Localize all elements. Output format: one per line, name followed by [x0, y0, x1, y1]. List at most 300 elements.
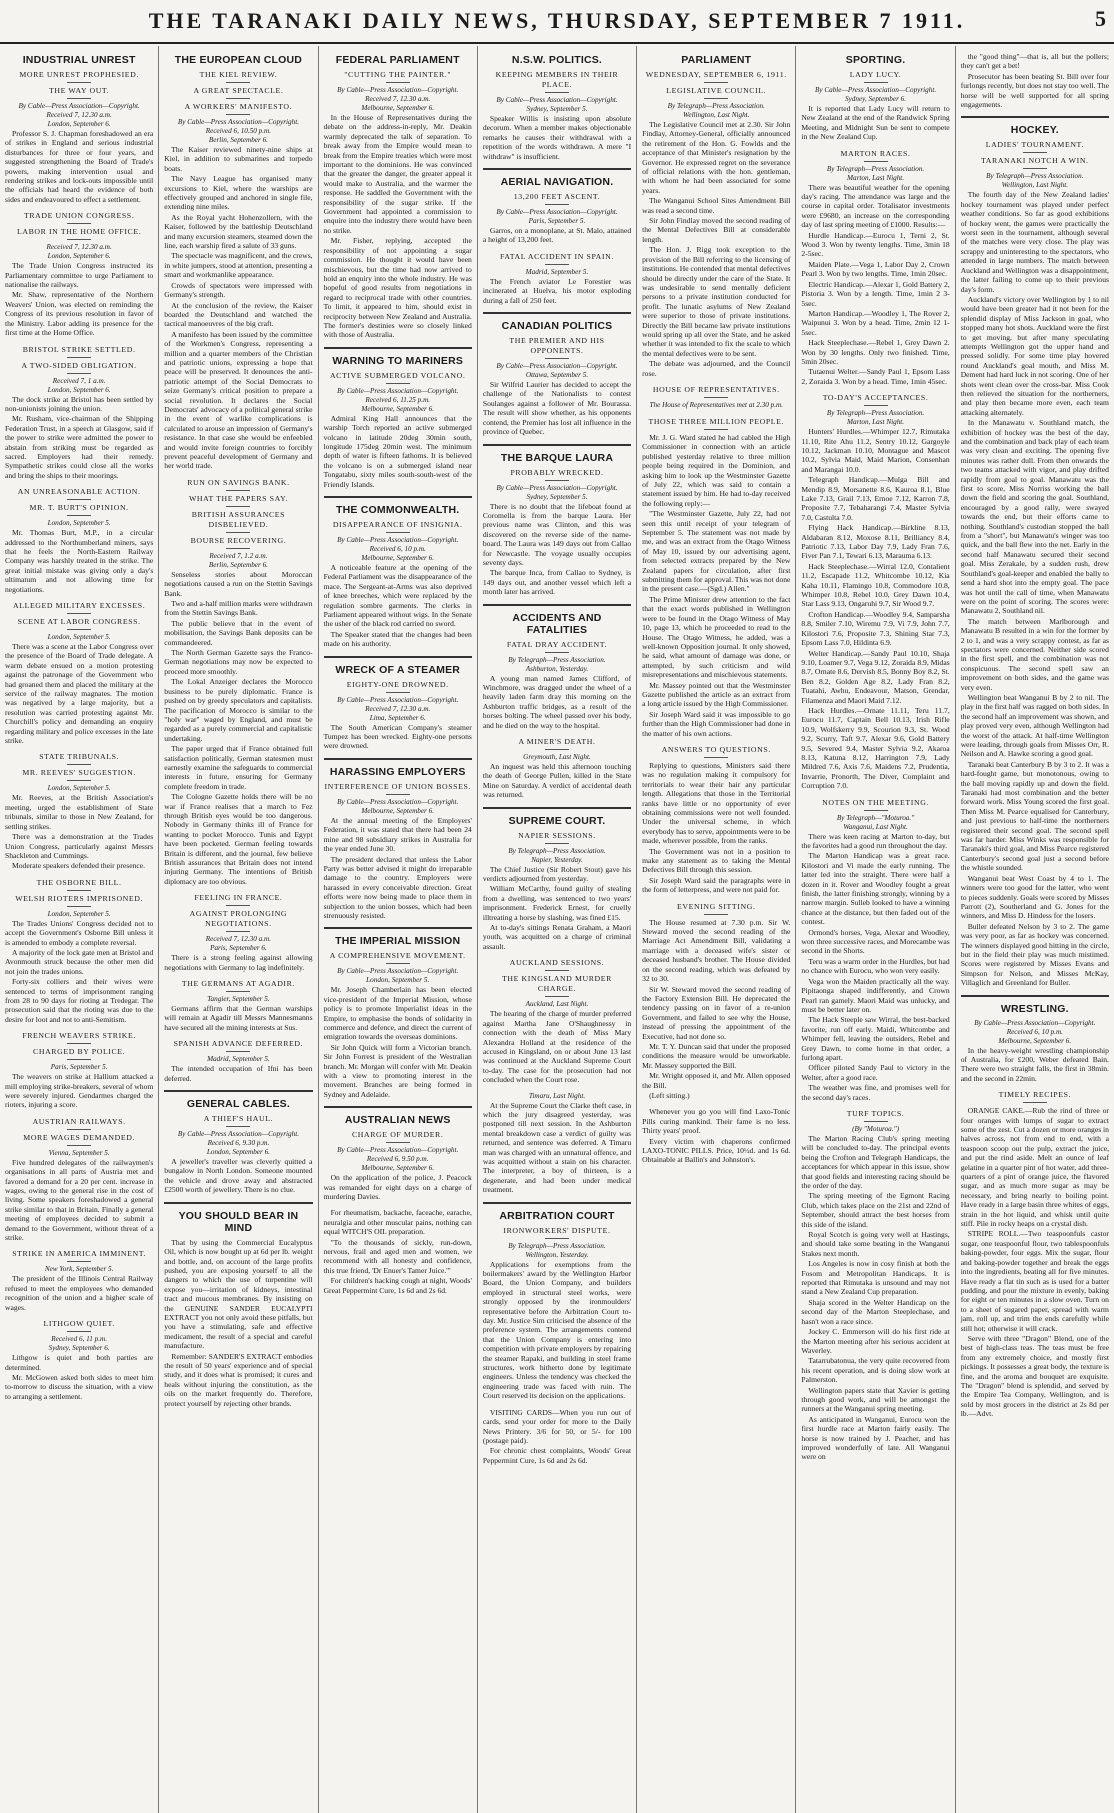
- article-paragraph: Germans affirm that the German warships will remain at Agadir till Messrs Mannesmanns have secured all the mining interests at Sus.: [164, 1004, 313, 1032]
- article-paragraph: Mr. McGowen asked both sides to meet him to-morrow to discuss the situation, with a view to arranging a settlement.: [5, 1372, 154, 1401]
- article-dateline: London, September 6.: [47, 385, 111, 394]
- article-subheading: THE OSBORNE BILL.: [5, 878, 153, 891]
- article-paragraph: The weavers on strike at Hallium attacked a mill employing strike-breakers, several of whom were severely injured. Gendarmes charged the rioters, injuring a score.: [5, 1072, 154, 1110]
- article-paragraph: That by using the Commercial Eucalyptus Oil, which is now bought up at 6d per lb. weight and bottle, and, on account of the large profits pushed, you are exposing yourself to all the dangers to which the use of turpentine will expose you—irritation of kidneys, intestinal tract and mucous membranes. By insisting on the GENUINE SANDER EUCALYPTI EXTRACT you not only avoid these pitfalls, but you have a stimulating, safe and effective medicament, the result of a special and careful manufacture.: [164, 1237, 313, 1351]
- article-paragraph: There was a demonstration at the Trades Union Congress, particularly against Messrs Shackleton and Cummings.: [5, 832, 154, 860]
- article-dateline: By Cable—Press Association—Copyright.: [337, 86, 459, 94]
- article-paragraph: The Navy League has organised many excursions to Kiel, where the warships are effectively grouped and anchored in single file, extending nine miles.: [164, 174, 313, 212]
- article-paragraph: The North German Gazette says the Franco-German negotiations may now be expected to proceed more smoothly.: [164, 648, 313, 676]
- article-dateline: By Cable—Press Association—Copyright.: [496, 208, 618, 217]
- article-subheading: LEGISLATIVE COUNCIL.: [642, 86, 790, 99]
- article-paragraph: Telegraph Handicap.—Mulga Bill and Mendip 8.9, Morsanette 8.6, Kauroa 8.1, Blue Lake 7.13, Grail 7.13, Ernoe 7.12, Karron 7.8, Proposite 7.7, Tebaharangi 7.4, Master Sylvia 7.0, Castulta 7.0.: [801, 475, 950, 522]
- article-dateline: By Telegraph—Press Association.: [986, 172, 1084, 181]
- article-headline: SUPREME COURT.: [508, 814, 606, 827]
- article-subheading: LADIES' TOURNAMENT.: [961, 140, 1109, 153]
- article-paragraph: Serve with three "Dragon" Blend, one of the best of high-class teas. The teas must be free from any extremely choice, and mostly first pickings. It possesses a great body, the texture is fine, and the aroma and bouquet are exquisite. The "Dragon" blend is splendid, and served by the Empire Tea Company, Wellington, and is sold by most grocers in the district at 2s 8d per lb.—Advt.: [960, 1333, 1109, 1419]
- article-dateline: Greymouth, Last Night.: [523, 753, 591, 761]
- article-headline: FEDERAL PARLIAMENT: [335, 54, 460, 66]
- article-dateline: London, September 5.: [47, 633, 111, 641]
- article: [642, 385, 790, 410]
- article-dateline: Tangier, September 5.: [207, 995, 270, 1004]
- article: [324, 927, 472, 1099]
- article-paragraph: As the Royal yacht Hohenzollern, with the Kaiser, followed by the battleship Deutschland and many excursion steamers, steamed down the line, each warship fired a salute of 33 guns.: [164, 212, 313, 251]
- article-paragraph: The barque Inca, from Callao to Sydney, is 149 days out, and another vessel which left a month later has arrived.: [482, 568, 632, 597]
- page-number: 5: [1095, 6, 1106, 31]
- article-paragraph: At to-day's sittings Renata Graham, a Maori youth, was acquitted on a charge of criminal assault.: [482, 923, 632, 951]
- article-dateline: By Cable—Press Association—Copyright.: [814, 86, 937, 94]
- article-paragraph: The Hon. J. Rigg took exception to the provision of the Bill referring to the licensing of institutions. He contended that mental defectives should be directly under the care of the State. It was undesirable to send mentally deficient persons to a private institution conducted for profit. The lunatic asylums of New Zealand were superior to those of private institutions. Directly the Bill became law private institutions would spring up all over the State, and he asked whether it was intended to fix the scale to which the mental defectives were to be sent.: [642, 245, 791, 358]
- article-paragraph: Electric Handicap.—Alexar 1, Gold Battery 2, Pistoria 3. Won by a length. Time, 1min 2 3-5sec.: [801, 279, 950, 308]
- article-dateline: Received 6, 11.25 p.m.: [365, 395, 431, 404]
- article-paragraph: Whenever you go you will find Laxo-Tonic Pills curing mankind. Their fame is no less. Thirty years' proof.: [642, 1107, 791, 1136]
- article-dateline: By Cable—Press Association—Copyright.: [974, 1018, 1096, 1027]
- article: [961, 1090, 1109, 1418]
- article-subheading: SPANISH ADVANCE DEFERRED.: [164, 1039, 312, 1052]
- article-paragraph: VISITING CARDS—When you run out of cards, send your order for more to the Daily News Printery. 3/6 for 50, or 5/- for 100 (postage paid).: [482, 1407, 632, 1445]
- article-paragraph: The debate was adjourned, and the Council rose.: [642, 359, 791, 378]
- article-headline: CANADIAN POLITICS: [501, 320, 613, 333]
- article-headline: WARNING TO MARINERS: [332, 354, 464, 367]
- article-paragraph: Mr. Thomas Burt, M.P., in a circular addressed to the Northumberland miners, says that he feels the North-Eastern Railway Company was harshly treated in the strike. The great initial mistake was giving only a day's ultimatum and not allowing time for negotiations.: [5, 528, 154, 594]
- article: [483, 54, 631, 161]
- article-paragraph: Crowds of spectators were impressed with Germany's strength.: [164, 280, 313, 300]
- article-paragraph: Vega won the Maiden practically all the way. Pipitaonga shaped indifferently, and Crown Pearl ran gamely. Maori Maid was unlucky, and must be better later on.: [801, 976, 950, 1014]
- article: [164, 54, 312, 471]
- article-subheading: FATAL DRAY ACCIDENT.: [483, 640, 631, 653]
- article-dateline: Received 7, 1 a.m.: [52, 376, 106, 385]
- article-dateline: By Cable—Press Association—Copyright.: [337, 386, 459, 395]
- article: [164, 979, 312, 1032]
- article-subheading: A MINER'S DEATH.: [483, 737, 631, 750]
- article-paragraph: The president of the Illinois Central Railway refused to meet the employees who demanded recognition of the union and a higher scale of wages.: [5, 1274, 154, 1312]
- article-paragraph: In the Manawatu v. Southland match, the exhibition of hockey was the best of the day, and the combination and back play of each team was very clean and exciting. The opening five minutes was rather dull. From then onwards the two teams attacked with vigor, and play drifted rapidly from goal to goal. Manawatu was the first to score, Miss Norriss working the ball down the field and scoring the goal. Southland, encouraged by a good rally, were swayed towards the end, but their efforts came to nothing. Southland's custodian stopped the ball from a "short", but Manawatu's winger was too quick, and the ball flew into the net. Early in the second half Manawatu secured their second goal. Miss Zerakale, by a sudden rush, drew Southland's goal-keeper and enabled the bally to send a hard shot into the empty goal. The pace was hot until the call of time, when Manawatu were on the point of scoring. The scores were: Manawatu 2, Southland nil.: [960, 418, 1109, 616]
- article-paragraph: (Left sitting.): [649, 1090, 690, 1100]
- article-dateline: By Telegraph—Press Association.: [508, 655, 606, 664]
- article: [642, 902, 790, 1101]
- article-paragraph: "The Westminster Gazette, July 22, had not seen this until receipt of your telegram of September 5. The statement was not made by me, and was an extract from the Otago Witness of May 10, issued by our advertising agent, from selected extracts prepared by the New Zealand papers for circulation, after first submitting them for approval. This was not done in the present case.—(Sgd.) Allen.": [642, 509, 791, 594]
- article-dateline: Napier, Yesterday.: [531, 855, 583, 864]
- article: [324, 1208, 472, 1295]
- article: [483, 252, 631, 305]
- article-dateline: By Telegraph—Press Association.: [826, 409, 925, 418]
- article-paragraph: The spectacle was magnificent, and the crews, in white jumpers, stood at attention, presenting a smart and workmanlike appearance.: [164, 251, 313, 280]
- article: [483, 807, 631, 952]
- article-paragraph: For rheumatism, backache, faceache, earache, neuralgia and other muscular pains, nothing can equal WITCH'S OIL preparation.: [323, 1208, 472, 1237]
- article-subheading: THE WAY OUT.: [5, 86, 153, 99]
- article-subheading: FRENCH WEAVERS STRIKE.: [5, 1031, 153, 1044]
- article-dateline: Marton, Last Night.: [846, 418, 905, 427]
- article-headline: INDUSTRIAL UNREST: [22, 54, 136, 66]
- article-dateline: Received 7, 12.30 a.m.: [365, 95, 431, 103]
- article-dateline: Paris, September 6.: [210, 944, 267, 953]
- article-dateline: Paris, September 5.: [528, 217, 586, 226]
- article-paragraph: The Cologne Gazette holds there will be no war if France realises that a march to Fez through British eyes would be too dangerous. Nobody in Germany thinks ill of France for wanting to pocket Morocco. Tunis and Egypt have been pocketed. German feeling towards Britain is different, and the journal, few believe British assurances that Britain does not intend injuring Germany. The intentions of British diplomacy are too obvious.: [164, 792, 313, 886]
- article-headline: THE COMMONWEALTH.: [336, 504, 460, 516]
- article-paragraph: At the conclusion of the review, the Kaiser boarded the Deutschland and watched the tactical manoeuvres of the big craft.: [164, 300, 313, 329]
- article-subheading: ANSWERS TO QUESTIONS.: [642, 745, 790, 758]
- article-paragraph: An inquest was held this afternoon touching the death of George Pullen, killed in the State Mine on Saturday. A verdict of accidental death was returned.: [482, 762, 632, 800]
- article-dateline: Lima, September 6.: [369, 713, 426, 722]
- article-subheading: CHARGE OF MURDER.: [324, 1130, 472, 1143]
- article-dateline: New York, September 5.: [44, 1265, 114, 1274]
- article: [164, 1039, 312, 1083]
- article-subheading: BRITISH ASSURANCES DISBELIEVED.: [164, 510, 312, 533]
- article: [961, 116, 1109, 987]
- article-paragraph: Admiral King Hall announces that the warship Torch reported an active submerged volcano in latitude 20deg 30min south, longitude 175deg 20min west. The minimum depth of water is fifteen fathoms. It is believed the volcano is on a submerged island near Tongatabu, sixty miles south-south-west of the Friendly Islands.: [323, 413, 472, 489]
- article-paragraph: Wellington papers state that Xavier is getting through good work, and will be amongst the runners at the Wanganui spring meeting.: [801, 1385, 950, 1414]
- article-subheading: TURF TOPICS.: [801, 1109, 949, 1122]
- article-subheading: FATAL ACCIDENT IN SPAIN.: [483, 252, 631, 265]
- article-headline: HARASSING EMPLOYERS: [329, 765, 466, 778]
- article: [5, 1319, 153, 1401]
- article-dateline: By Cable—Press Association—Copyright.: [18, 102, 140, 110]
- article-dateline: Madrid, September 5.: [207, 1055, 270, 1064]
- article-dateline: Received 7, 12.30 a.m.: [46, 243, 112, 252]
- article-paragraph: The intended occupation of Ifni has been deferred.: [164, 1064, 313, 1083]
- article-paragraph: The Speaker stated that the changes had been made on his authority.: [323, 629, 472, 649]
- article-dateline: By Cable—Press Association—Copyright.: [337, 1146, 459, 1155]
- article-paragraph: The Marton Racing Club's spring meeting will be concluded to-day. The principal events being the Crofton and Telegraph Handicaps, the acceptances for which appear in this issue, show that good fields and interesting racing should be the order of the day.: [801, 1133, 950, 1190]
- article-headline: SPORTING.: [845, 54, 906, 66]
- article: [801, 54, 949, 142]
- article: [5, 1031, 153, 1110]
- article-dateline: Melbourne, September 6.: [361, 104, 435, 112]
- article-paragraph: In the House of Representatives during the debate on the address-in-reply, Mr. Deakin warmly deprecated the talk of separation. To break away from the Empire would mean to break from the Empire treaties which were most important to the dominions. He was convinced that the greater the danger, the greater appeal it would make to Australia, and the warmer the response. He saddled the Government with the responsibility of the sugar strike. If the Government had appointed a commission to enquire into the industry there would have been no strike.: [323, 113, 472, 235]
- article: [5, 487, 153, 594]
- article-dateline: Berlin, September 6.: [208, 136, 268, 144]
- article-paragraph: Hack Hurdles.—Ornate 11.11, Teru 11.7, Eurocu 11.7, Captain Bell 10.13, Irish Rifle 10.9, Wolfskerry 9.9, Scourion 9.3, St. Wood 9.2, Scurry, Taft 9.7, Alexar 9.6, Gold Battery 9.5, Severed 9.4, Master Sylvia 9.2, Akaroa 8.13, Katuna 8.12, Harrington 7.9, Lady Mildred 7.6, Axis 7.6, Maidens 7.2, Prudentia, Invarrie, Pronorth, The Diver, Complaint and Corruption 7.0.: [801, 705, 950, 791]
- article-headline: GENERAL CABLES.: [186, 1098, 290, 1111]
- article-dateline: Auckland, Last Night.: [525, 1000, 589, 1009]
- article-dateline: (By "Moturoa."): [852, 1124, 899, 1133]
- article-paragraph: Speaker Willis is insisting upon absolute decorum. When a member makes objectionable remarks he causes their withdrawal with a repetition of the words withdrawn. A mere "I withdraw" is insufficient.: [482, 114, 632, 161]
- article-paragraph: Los Angeles is now in cosy finish at both the Fosom and Metropolitan Handicaps. It is reported that Rimutaka is unsound and may not stand a New Zealand Cup preparation.: [801, 1259, 950, 1297]
- article-dateline: By Cable—Press Association—Copyright.: [337, 536, 459, 544]
- article-dateline: Received 6, 10 p.m.: [369, 545, 426, 553]
- article-paragraph: A majority of the lock gate men at Bristol and Avonmouth struck because the other men did not join the trades unions.: [5, 947, 154, 976]
- article-subheading: WEDNESDAY, SEPTEMBER 6, 1911.: [642, 70, 790, 83]
- article: [164, 1090, 312, 1195]
- article-paragraph: The weather was fine, and promises well for the second day's races.: [801, 1083, 950, 1102]
- article-paragraph: Maiden Plate.—Vega 1, Labor Day 2, Crown Pearl 3. Won by two lengths. Time, 1min 20sec.: [801, 259, 950, 279]
- article-paragraph: The South American Company's steamer Tumpez has been wrecked. Eighty-one persons were drowned.: [323, 722, 472, 751]
- article-paragraph: The paper urged that if France obtained full satisfaction politically, German statesmen must earnestly examine the safeguards to commercial interests in future, ensuring for Germany complete freedom in trade.: [164, 744, 313, 791]
- article-dateline: The House of Representatives met at 2.30 p.m.: [649, 400, 783, 409]
- article-dateline: Received 6, 9.30 p.m.: [207, 1139, 270, 1148]
- article-paragraph: Auckland's victory over Wellington by 1 to nil would have been greater had it not been for the splendid display of Miss Jackson in goal, who stopped many hot shots. Auckland were the first to get moving, but after many speculating attempts Wellington got the upper hand and pressed solidly. For some time play hovered round Auckland's goal mouth, and Miss M. Dement had hard luck in not scoring. One of her shots went clean over the cross-bar. Miss Cook then relieved the situation for the northerners, and play then became more even, each team attacking alternately.: [960, 294, 1109, 417]
- article-paragraph: A noticeable feature at the opening of the Federal Parliament was the disappearance of the mace. The Sergeant-at-Arms was also deprived of knee breeches, which were replaced by the regulation sombre garments. The clerks in Parliament appeared without wigs. In the Senate the usher of the black rod carried no sword.: [323, 563, 472, 629]
- article-subheading: LADY LUCY.: [801, 70, 949, 83]
- article-dateline: Timaru, Last Night.: [528, 1091, 586, 1100]
- article: [961, 995, 1109, 1084]
- article: [483, 1092, 631, 1195]
- article-headline: N.S.W. POLITICS.: [511, 54, 603, 66]
- article-paragraph: The president declared that unless the Labor Party was better advised it might do irreparable damage to the country. Employers were harassed in every conceivable direction. Great efforts were now being made to place them in subjection to the union bosses, which had been strenuously resisted.: [323, 854, 472, 920]
- article: [483, 168, 631, 245]
- article-paragraph: At the annual meeting of the Employers' Federation, it was stated that there had been 24 mine and 98 subsidiary strikes in Australia for the year ended June 30.: [323, 815, 472, 854]
- article-paragraph: The Wanganui School Sites Amendment Bill was read a second time.: [642, 196, 791, 215]
- article-dateline: Melbourne, September 6.: [361, 806, 435, 815]
- article-dateline: By Cable—Press Association—Copyright.: [337, 797, 459, 806]
- article-paragraph: the "good thing"—that is, all but the pollers; they can't get a bet!: [960, 52, 1109, 71]
- newspaper-column: [159, 46, 318, 1813]
- article-headline: AUSTRALIAN NEWS: [344, 1114, 451, 1127]
- article-dateline: By Telegraph—Press Association.: [508, 846, 606, 855]
- article-paragraph: Teru was a warm order in the Hurdles, but had no chance with Eurocu, who won very easily.: [801, 956, 950, 976]
- article-subheading: SCENE AT LABOR CONGRESS.: [5, 617, 153, 630]
- article-paragraph: The spring meeting of the Egmont Racing Club, which takes place on the 21st and 22nd of September, should attract the best horses from this side of the island.: [801, 1191, 950, 1229]
- article-dateline: London, September 5.: [47, 784, 111, 793]
- article-subheading: FEELING IN FRANCE.: [164, 893, 312, 906]
- article-paragraph: The Legislative Council met at 2.30. Sir John Findlay, Attorney-General, officially announced the retirement of the Hon. G. Fowlds and the acceptance of that Minister's resignation by the Governor. He expressed regret on the severance of official relations with the hon. gentleman, with whom he had been associated for some years.: [642, 120, 791, 195]
- article-paragraph: Five hundred delegates of the railwaymen's organisations in all parts of Austria met and favored a demand for a 20 per cent. increase in wages, owing to the general rise in the cost of living. Some speakers foreshadowed a general strike similar to that in Britain. Finally a general meeting of employees decided to submit a demand to the Government, without threat of a strike.: [5, 1157, 154, 1243]
- article-dateline: By Telegraph—"Moturoa.": [836, 813, 915, 822]
- article: [801, 149, 949, 387]
- newspaper-column: [319, 46, 478, 1813]
- article: [642, 54, 790, 378]
- article-subheading: RUN ON SAVINGS BANK.: [164, 478, 312, 491]
- article-paragraph: Mr. Joseph Chamberlain has been elected vice-president of the Imperial Mission, whose policy is to promote Imperialist ideas in the Empire, to emphasise the bonds of solidarity in commerce and defence, and direct the current of emigration towards the overseas dominions.: [323, 985, 472, 1042]
- article-dateline: Vienna, September 5.: [48, 1148, 110, 1157]
- article-paragraph: "To the thousands of sickly, run-down, nervous, frail and aged men and women, we recommend with all honesty and confidence, this true friend, 'Dr Enuer's Tamer Juice.'": [323, 1237, 472, 1275]
- newspaper-column: [956, 46, 1114, 1813]
- article-dateline: Marton, Last Night.: [846, 173, 905, 182]
- article: [961, 52, 1109, 109]
- article-paragraph: The Kaiser reviewed ninety-nine ships at Kiel, in addition to submarines and torpedo boats.: [164, 145, 313, 173]
- article-paragraph: The Government was not in a position to make any statement as to taking the Mental Defectives Bill through this session.: [642, 846, 791, 875]
- article-subheading: TO-DAY'S ACCEPTANCES.: [801, 393, 949, 406]
- article-paragraph: Mr. Massey pointed out that the Westminster Gazette published the article as an extract from a long article issued by the High Commissioner.: [642, 680, 791, 709]
- article-subheading: A WORKERS' MANIFESTO.: [164, 102, 312, 115]
- article-headline: ARBITRATION COURT: [499, 1209, 615, 1222]
- article-dateline: By Cable—Press Association—Copyright.: [177, 118, 300, 126]
- article-subheading: STRIKE IN AMERICA IMMINENT.: [5, 1249, 153, 1262]
- article-dateline: Berlin, September 6.: [208, 560, 268, 569]
- article-dateline: Melbourne, September 6.: [998, 1036, 1072, 1045]
- article: [483, 1408, 631, 1465]
- article-paragraph: STRIPE ROLL.—Two teaspoonfuls castor sugar, one teaspoonful flour, two tablespoonfuls baking-powder, four eggs. Mix the sugar, flour and baking-powder together and break the eggs into the ingredients, beating all for five minutes. Have ready a flat tin such as is used for a batter pudding, and pour the mixture in evenly, baking for eight or ten minutes in a slow oven. Turn on to a sheet of sugared paper, spread with warm jam, roll up, and trim the ends carefully while still hot; otherwise it will crack.: [960, 1229, 1109, 1333]
- article-dateline: By Cable—Press Association—Copyright.: [337, 967, 459, 976]
- article-paragraph: Mr. J. G. Ward stated he had cabled the High Commissioner in connection with an article published yesterday relative to three million people being required in the Dominion, and asking him to look up the Westminster Gazette of July 22, which was said to contain a statement issued by him. He had to-day received the following reply:—: [642, 432, 791, 508]
- article-paragraph: Flying Hack Handicap.—Birkline 8.13, Aldabaran 8.12, Moxose 8.11, Brilliancy 8.4, Patriotic 7.13, Labor Day 7.9, Lady Fran 7.6, Fiver Pan 7.1, Tewari 6.13, Marauma 6.13.: [801, 523, 950, 561]
- article-dateline: Received 6, 10.50 p.m.: [205, 127, 272, 135]
- article-paragraph: Mr. Reeves, at the British Association's meeting, urged the establishment of State tribunals, similar to those in New Zealand, for settling strikes.: [5, 793, 154, 831]
- article-dateline: By Cable—Press Association—Copyright.: [496, 483, 618, 492]
- article-dateline: Wanganui, Last Night.: [843, 822, 908, 831]
- article-paragraph: Mr. Rusham, vice-chairman of the Shipping Federation Trust, in a speech at Glasgow, said if the power to strike were admitted the power to abstain from striking must be regarded as sacred. Employers had their remedy. Sympathetic strikes could close all the works and bring the ships to their moorings.: [5, 414, 154, 480]
- article-paragraph: Crofton Handicap.—Woodley 9.4, Samparsha 8.8, Smiler 7.10, Wiremu 7.9, Vi 7.9, John 7.7, Kilostori 7.6, Proposite 7.3, Shining Star 7.3, Epsom Lass 7.0, Hildinta 6.9.: [801, 609, 950, 648]
- newspaper-title: THE TARANAKI DAILY NEWS, THURSDAY, SEPTEMBER 7 1911.: [148, 8, 966, 33]
- article-subheading: DISAPPEARANCE OF INSIGNIA.: [324, 520, 472, 533]
- article-subheading: A GREAT SPECTACLE.: [164, 86, 312, 99]
- article-headline: WRESTLING.: [1000, 1002, 1069, 1015]
- article: [5, 878, 153, 1024]
- article-paragraph: The hearing of the charge of murder preferred against Martha Jane O'Shaughnessy in connection with the death of Miss Mary Alexandra Holland at the residence of the accused in Kingsland, on or about June 13 last was continued at the Auckland Supreme Court to-day. The case for the prosecution had not concluded when the Court rose.: [482, 1009, 632, 1085]
- article-paragraph: On the application of the police, J. Peacock was remanded for eight days on a charge of murdering Davies.: [323, 1173, 472, 1202]
- article-subheading: AN UNREASONABLE ACTION.: [5, 487, 153, 500]
- article-paragraph: Taranaki beat Canterbury B by 3 to 2. It was a hard-fought game, but monotonous, owing to the ball moving rapidly up and down the field. Taranaki had most combination and the better forward work. Miss Young scored the first goal. Then Miss M. Pearce equalised for Canterbury, and just previous to half-time the northerners registered their second goal. The second spell was far harder. Miss Winks was responsible for Taranaki's third goal, and Miss Pearce registered Canterbury's second goal just a second before the whistle sounded.: [960, 759, 1109, 873]
- article-subheading: CHARGED BY POLICE.: [5, 1047, 153, 1060]
- article-dateline: Wellington, Last Night.: [683, 111, 750, 119]
- newspaper-column: [637, 46, 796, 1813]
- article: [483, 312, 631, 436]
- article-subheading: THE KIEL REVIEW.: [164, 70, 312, 83]
- article-paragraph: A manifesto has been issued by the committee of the Workmen's Congress, representing a million and a quarter members of the Christian and patriotic unions, expressing a hope that peace will be preserved. It denounces the anti-patriotic attempt of the Social Democrats to seize Germany's critical position to prepare a social revolution. It declares the Social Democrats' advocacy of a political general strike in the event of warlike complications is calculated to arouse an impression of Germany's resistance. In that case she would be enfeebled and would invite foreign countries to forcibly prevent peaceful development of Germany and her world trade.: [164, 329, 313, 471]
- article-paragraph: The public believe that in the event of mobilisation, the Savings Bank deposits can be commandeered.: [164, 618, 313, 647]
- article-subheading: A THIEF'S HAUL.: [164, 1114, 312, 1127]
- article-headline: AERIAL NAVIGATION.: [500, 176, 614, 189]
- article: [5, 54, 153, 204]
- article-subheading: A COMPREHENSIVE MOVEMENT.: [324, 951, 472, 964]
- article-dateline: Madrid, September 5.: [525, 267, 589, 276]
- article-paragraph: Sir John Quick will form a Victorian branch. Sir John Forrest is president of the Westralian branch. Mr. Morgan will confer with Mr. Deakin with a view to promoting interest in the movement. Branches are being formed in Sydney and Adelaide.: [323, 1042, 472, 1099]
- article-paragraph: Remember: SANDER'S EXTRACT embodies the result of 50 years' experience and of special study, and it does what is promised; it cures and heals without injuring the constitution, as the oils on the market frequently do. Therefore, protect yourself by rejecting other brands.: [164, 1351, 313, 1408]
- article-paragraph: Replying to questions, Ministers said there was no regulation making it compulsory for territorials to wear their hair any particular length. Allegations that those in the Territorial ranks have little or no opportunity of ever obtaining commissions were not well founded. Under the universal scheme, in which everybody has to serve, appointments were to be made, wherever possible, from the ranks.: [642, 760, 791, 846]
- article-paragraph: Mr. Fisher, replying, accepted the responsibility of not appointing a sugar commission. He thought it would have been mischievous, but the time had now arrived to hold an enquiry into the whole industry. He was hopeful of good results from negotiations in regard to reciprocal trade with other countries. To limit, it appeared to him, should exist in reciprocity between New Zealand and Australia. The former's destinies were so closely linked with those of Australia.: [323, 236, 472, 340]
- article: [801, 798, 949, 1102]
- newspaper-column: [478, 46, 637, 1813]
- article: [324, 347, 472, 489]
- article-paragraph: As anticipated in Wanganui, Eurocu won the first hurdle race at Marton fairly easily. The horse is now trained by J. Peacher, and has improved wonderfully of late. All Wanganui were on: [801, 1414, 950, 1462]
- article-paragraph: Professor S. J. Chapman foreshadowed an era of strikes in England and serious industrial disturbances for three or four years, and suggested strengthening the Board of Trade's powers, making intervention usual and rendering strikes and lock-outs impossible until the officials had heard the evidence of both sides and endeavoured to effect a settlement.: [5, 129, 154, 204]
- article-paragraph: Two and a-half million marks were withdrawn from the Stettin Savings Bank.: [164, 599, 313, 618]
- article: [801, 1109, 949, 1462]
- article-subheading: EVENING SITTING.: [642, 902, 790, 915]
- newspaper-column: [796, 46, 955, 1813]
- article-dateline: Sydney, September 5.: [526, 105, 588, 113]
- article-paragraph: Wellington beat Wanganui B by 2 to nil. The play in the first half was ragged on both sides. In the second half an improvement was shown, and play proved very even, although Wellington had the worst of the attack. At half-time Wellington were leading, through goals from Misses Orr, R. Neilson and A. Hawke scoring a good goal.: [960, 692, 1109, 759]
- article-subheading: MR. REEVES' SUGGESTION.: [5, 768, 153, 781]
- article-dateline: Received 6, 9.50 p.m.: [366, 1155, 429, 1164]
- article-paragraph: Tutaenui Welter.—Sandy Paul 1, Epsom Lass 2, Zoraida 3. Won by a head. Time, 1min 45sec.: [801, 367, 950, 386]
- article-paragraph: It is reported that Lady Lucy will return to New Zealand at the end of the Randwick Spring Meeting, and Midnight Sun be sent to compete in the New Zealand Cup.: [801, 104, 950, 142]
- article-dateline: By Cable—Press Association—Copyright.: [496, 96, 618, 104]
- article: [642, 417, 790, 738]
- article-paragraph: Sir W. Steward moved the second reading of the Factory Extension Bill. He deprecated the tendency passing on in favor of a re-union Government, and failed to see why the House, instead of pressing the appointment of the Executive, had not done so.: [642, 984, 791, 1041]
- article-subheading: NAPIER SESSIONS.: [483, 831, 631, 844]
- article-dateline: Received 7, 12.30 a.m.: [46, 111, 112, 119]
- article-dateline: Sydney, September 6.: [845, 95, 907, 103]
- article-subheading: AGAINST PROLONGING NEGOTIATIONS.: [164, 909, 312, 932]
- article-subheading: PROBABLY WRECKED.: [483, 468, 631, 481]
- article-paragraph: Hack Steeplechase.—Rebel 1, Grey Dawn 2. Won by 30 lengths. Only two finished. Time, 5min 20sec.: [801, 338, 950, 366]
- article-paragraph: Hurdle Handicap.—Eurocu 1, Terni 2, St. Wood 3. Won by twenty lengths. Time, 3min 18 2-5sec.: [801, 230, 950, 259]
- article: [324, 758, 472, 920]
- article-paragraph: The Hack Steeple saw Wirral, the best-backed favorite, run off early. Maidi, Whitcombe and Whimper fell, leaving the outsiders, Rebel and Grey Dawn, to come home in that order, a furlong apart.: [801, 1015, 950, 1062]
- article-dateline: London, September 6.: [47, 252, 111, 261]
- article-paragraph: Forty-six colliers and their wives were sentenced to terms of imprisonment ranging from 28 to 90 days for rioting at Tredegar. The prosecution said that the rioting was due to the desire for loot and not to anti-Semitism.: [5, 977, 154, 1024]
- article-subheading: MR. T. BURT'S OPINION.: [5, 503, 153, 516]
- article: [324, 496, 472, 649]
- article-paragraph: Senseless stories about Moroccan negotiations caused a run on the Stettin Savings Bank.: [164, 569, 313, 598]
- article-paragraph: The Lokal Anzeiger declares the Morocco business to be purely diplomatic. France is pushed on by greedy speculators and capitalists. The pacification of Morocco is similar to the "holy war" waged by England, and must be regarded as a purely commercial and capitalistic undertaking.: [164, 677, 313, 743]
- article-subheading: HOUSE OF REPRESENTATIVES.: [642, 385, 790, 398]
- article-paragraph: Wanganui beat West Coast by 4 to 1. The winners were too good for the latter, who went to pieces suddenly. Goals were scored by Misses Parrott (2), Southerland and G. Jones for the winners, and Miss D. Hindess for the losers.: [960, 873, 1109, 921]
- article-dateline: London, September 6.: [47, 120, 111, 128]
- article-subheading: WELSH RIOTERS IMPRISONED.: [5, 894, 153, 907]
- article-dateline: London, September 5.: [47, 909, 111, 918]
- article-paragraph: Mr. Wright opposed it, and Mr. Allen opposed the Bill.: [642, 1071, 791, 1090]
- article-dateline: Melbourne, September 6.: [361, 1164, 435, 1173]
- article-subheading: AUSTRIAN RAILWAYS.: [5, 1117, 153, 1130]
- article-dateline: Received 6, 10 p.m.: [1006, 1027, 1063, 1036]
- article-paragraph: A young man named James Clifford, of Winchmore, was dragged under the wheel of a heavily laden farm dray this morning on the Ashburton traffic bridges, as a result of the horses bolting. The wheel passed over his body, and he died on the way to the hospital.: [482, 673, 632, 730]
- article: [324, 1106, 472, 1201]
- article: [5, 1249, 153, 1312]
- article-subheading: THOSE THREE MILLION PEOPLE.: [642, 417, 790, 430]
- article-paragraph: Sir John Findlay moved the second reading of the Mental Defectives Bill at considerable length.: [642, 216, 791, 244]
- article-dateline: Received 7, 12.30 a.m.: [365, 704, 431, 713]
- article-paragraph: Marton Handicap.—Woodley 1, The Rover 2, Waipunui 3. Won by a head. Time, 2min 12 1-5sec.: [801, 308, 950, 337]
- article-paragraph: Officer piloted Sandy Paul to victory in the Welter, after a good race.: [801, 1063, 950, 1082]
- article-dateline: By Telegraph—Press Association.: [667, 102, 765, 110]
- article: [324, 54, 472, 340]
- article-subheading: BOURSE RECOVERING.: [164, 536, 312, 549]
- article: [483, 1202, 631, 1401]
- article-paragraph: The Marton Handicap was a great race. Kilostori and Vi made the early running. The latter led into the straight. There were half a dozen in it. Rover and Woodley fought a great finish, the latter finishing strongly, winning by a narrow margin. Sulleb looked to have a winning chance at the distance, but then faded out of the contest.: [801, 851, 950, 927]
- article-paragraph: Every victim with chaperons confirmed LAXO-TONIC PILLS. Price, 10½d. and 1s 6d. Obtainable at Ballin's and Johnston's.: [642, 1136, 791, 1165]
- article-subheading: THE KINGSLAND MURDER CHARGE.: [483, 974, 631, 997]
- article-subheading: IRONWORKERS' DISPUTE.: [483, 1226, 631, 1239]
- article-headline: YOU SHOULD BEAR IN MIND: [178, 1209, 299, 1234]
- article: [324, 656, 472, 751]
- article-paragraph: Hunters' Hurdles.—Whimper 12.7, Rimutaka 11.10, Rite Ahu 11.2, Sentry 10.12, Gargoyle 10.12, Jackman 10.10, Montague and Mascot 10.2, Sylvia Maid, Maid Marion, Consenhan and Marangai 10.0.: [801, 427, 950, 474]
- article-subheading: EIGHTY-ONE DROWNED.: [324, 680, 472, 693]
- article-subheading: TARANAKI NOTCH A WIN.: [961, 156, 1109, 169]
- article-paragraph: The fourth day of the New Zealand ladies' hockey tournament was played under perfect weather conditions. So far as good exhibitions of hockey went, the games were practically the worst seen in the tournament, although several of the matches were very close. The play was scrappy and uninteresting to the spectators, who attended in large numbers. The match between Auckland and Wellington was a disappointment, the latter failing to come up to their previous day's form.: [960, 190, 1109, 294]
- article-subheading: LITHGOW QUIET.: [5, 1319, 153, 1332]
- article-dateline: Wellington, Yesterday.: [525, 1250, 589, 1259]
- article-dateline: London, September 6.: [206, 1148, 270, 1157]
- article-dateline: Wellington, Last Night.: [1001, 181, 1069, 190]
- article-subheading: WHAT THE PAPERS SAY.: [164, 494, 312, 507]
- article-paragraph: The French aviator Le Forestier was incinerated at Huelva, his motor exploding during a fall of 250 feet.: [482, 276, 632, 305]
- article: [5, 752, 153, 870]
- article: [483, 958, 631, 1084]
- article-dateline: Ottawa, September 5.: [525, 371, 589, 380]
- article-paragraph: Lithgow is quiet and both parties are determined.: [5, 1353, 154, 1372]
- article-subheading: AUCKLAND SESSIONS.: [483, 958, 631, 971]
- article: [483, 444, 631, 597]
- newspaper-column: [0, 46, 159, 1813]
- article-paragraph: Shaja scored in the Welter Handicap on the second day of the Marton Steeplechase, and hasn't won a race since.: [801, 1297, 950, 1326]
- article-paragraph: There is no doubt that the lifeboat found at Coromella is from the barque Laura. Her previous name was Clinton, and this was discovered on the reverse side of the name-board. The Laura was 149 days out from Callao for Newcastle. The voyage usually occupies seventy days.: [482, 501, 632, 567]
- article-headline: ACCIDENTS AND FATALITIES: [512, 611, 602, 636]
- article-dateline: London, September 5.: [47, 519, 111, 528]
- article-paragraph: Applications for exemptions from the boilermakers' award by the Wellington Harbor Board, the Union Company, and builders employed in structural steel works, were strongly opposed by the ironmoulders' representative before the Arbitration Court to-day. Mr. Justice Sim criticised the absence of the preference system. The arrangements contend that the Union Company is entering into competition with private employers by repairing the steamer Rapaki, and building in steel frame structures, work hitherto done by legitimate engineers. Unless the tendency was checked the engineering trade was faced with ruin. The Court reserved its decision on the applications.: [482, 1259, 632, 1401]
- article-headline: THE IMPERIAL MISSION: [335, 935, 461, 948]
- article-dateline: Received 7, 1.2 a.m.: [209, 551, 268, 560]
- article-headline: WRECK OF A STEAMER: [335, 663, 461, 676]
- article-dateline: Sydney, September 5.: [526, 492, 588, 501]
- article-subheading: ACTIVE SUBMERGED VOLCANO.: [324, 371, 472, 384]
- article-subheading: "CUTTING THE PAINTER.": [324, 70, 472, 83]
- article: [5, 1117, 153, 1243]
- article-dateline: Received 7, 12.30 a.m.: [205, 935, 272, 944]
- article-dateline: Melbourne, September 6.: [361, 404, 435, 413]
- article-paragraph: Buller defeated Nelson by 3 to 2. The game was very poor, as far as hockey was concerned. The winners displayed good hitting in the circle, but in the field their play was much mistimed. Scores were registered by Misses Evans and Simpson for Nelson, and Misses McKay, Villaglich and Greenland for Buller.: [960, 921, 1109, 988]
- article-headline: PARLIAMENT: [681, 54, 752, 66]
- article-paragraph: Sir Joseph Ward said it was impossible to go further than the High Commissioner had done in the matter of his own actions.: [642, 709, 791, 738]
- article-subheading: 13,200 FEET ASCENT.: [483, 192, 631, 205]
- article-dateline: Melbourne, September 6.: [361, 554, 435, 562]
- article-paragraph: Hack Steeplechase.—Wirral 12.0, Contalient 11.2, Escapade 11.2, Whitcombe 10.12, Kia Kaha 10.11, Flamingo 10.8, Commodore 10.8, Whimper 10.8, Rebel 10.0, Grey Dawn 10.4, Star Lass 9.13, Ongaruhi 9.7, Sir Wood 9.7.: [801, 561, 950, 609]
- article-dateline: Ashburton, Yesterday.: [525, 664, 589, 673]
- article-paragraph: William McCarthy, found guilty of stealing from a dwelling, was sentenced to two years' imprisonment. Frederick Ernest, for cruelly illtreating a horse by slashing, was fined £15.: [482, 884, 632, 922]
- article-paragraph: The Trades Unions' Congress decided not to accept the Government's Osborne Bill unless it is amended to embody a complete reversal.: [5, 918, 154, 947]
- article-subheading: LABOR IN THE HOME OFFICE.: [5, 227, 153, 240]
- article-subheading: THE PREMIER AND HIS OPPONENTS.: [483, 336, 631, 359]
